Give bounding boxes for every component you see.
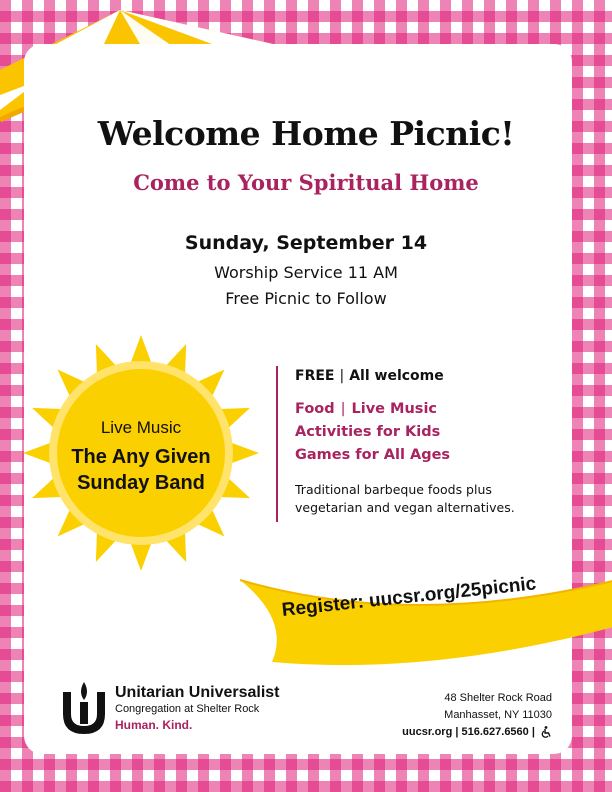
food-note-line-2: vegetarian and vegan alternatives.	[295, 500, 515, 515]
feature-kids: Activities for Kids	[295, 424, 441, 440]
chalice-logo-icon	[60, 680, 108, 736]
website-link[interactable]: uucsr.org	[402, 726, 453, 738]
live-music-label: Live Music	[100, 418, 182, 437]
separator: |	[531, 726, 535, 738]
organization-name: Unitarian Universalist	[115, 684, 280, 701]
separator: |	[455, 726, 459, 738]
organization-sub: Congregation at Shelter Rock	[115, 703, 260, 715]
feature-line	[295, 398, 585, 421]
admission-line	[295, 368, 585, 384]
separator: |	[339, 368, 345, 384]
event-date: Sunday, September 14	[184, 232, 428, 254]
welcome-label: All welcome	[349, 368, 444, 384]
event-detail-picnic: Free Picnic to Follow	[225, 289, 387, 308]
food-note	[295, 481, 585, 517]
address-line-2: Manhasset, NY 11030	[444, 709, 552, 721]
phone-number: 516.627.6560	[461, 726, 529, 738]
separator: |	[340, 401, 346, 417]
info-divider	[276, 366, 278, 522]
free-label: FREE	[295, 368, 335, 384]
wheelchair-accessible-icon	[540, 726, 552, 738]
event-subtitle: Come to Your Spiritual Home	[133, 170, 479, 195]
band-name-line-1: The Any Given	[71, 446, 211, 468]
organization-block	[115, 684, 280, 732]
organization-tagline: Human. Kind.	[115, 718, 193, 732]
feature-list	[295, 398, 585, 467]
feature-games: Games for All Ages	[295, 447, 451, 463]
event-detail-worship: Worship Service 11 AM	[214, 263, 398, 282]
address-line-1: 48 Shelter Rock Road	[444, 692, 552, 704]
feature-food: Food	[295, 401, 335, 417]
event-title: Welcome Home Picnic!	[97, 114, 515, 153]
register-link[interactable]: Register: uucsr.org/25picnic	[280, 573, 538, 621]
contact-line	[402, 724, 552, 741]
live-music-badge	[58, 418, 224, 496]
feature-live-music: Live Music	[351, 401, 438, 417]
band-name-line-2: Sunday Band	[77, 472, 205, 494]
food-note-line-1: Traditional barbeque foods plus	[295, 482, 492, 497]
event-info	[295, 368, 585, 517]
contact-block	[402, 690, 552, 741]
